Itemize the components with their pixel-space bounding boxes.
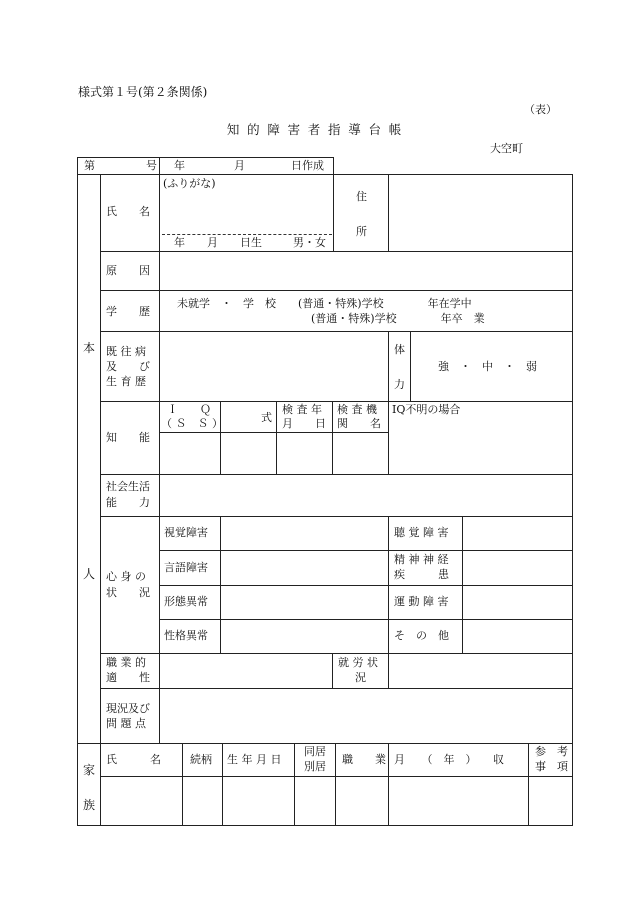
number-prefix: 第 (84, 159, 95, 172)
address-label-top: 住 (356, 190, 367, 203)
family-name-header: 氏 名 (106, 753, 161, 766)
side-label-hon: 本 (83, 341, 96, 355)
education-line-1: 未就学 ・ 学 校 (普通・特殊)学校 年在学中 (177, 297, 472, 310)
social-label-1: 社会生活 (106, 480, 150, 493)
hearing-impairment-label: 聴 覚 障 害 (394, 526, 449, 539)
family-ref-header-1: 参 考 (535, 745, 568, 758)
mental-disorder-label-2: 疾 患 (394, 568, 449, 581)
history-label-2: 及 び (106, 360, 150, 373)
history-label-1: 既 往 病 (106, 345, 146, 358)
family-cohab-header-1: 同居 (304, 745, 326, 758)
exam-date-label-1: 検 査 年 (282, 403, 322, 416)
personality-label: 性格異常 (164, 629, 208, 642)
mind-body-label-2: 状 況 (106, 586, 150, 599)
cause-label: 原 因 (106, 264, 150, 277)
social-label-2: 能 力 (106, 496, 150, 509)
created-month-label: 月 (234, 159, 245, 172)
side-mark: （表） (524, 103, 557, 116)
birth-date-label: 年 月 日生 (174, 236, 262, 249)
physique-options: 強 ・ 中 ・ 弱 (438, 360, 537, 373)
work-status-label-1: 就 労 状 (338, 656, 378, 669)
history-label-3: 生 育 歴 (106, 375, 146, 388)
created-day-label: 日作成 (291, 159, 324, 172)
family-cohab-header-2: 別居 (304, 760, 326, 773)
method-label: 式 (261, 411, 272, 424)
side-label-zoku: 族 (83, 798, 96, 812)
exam-date-label-2: 月 日 (282, 417, 326, 430)
family-ref-header-2: 事 項 (535, 760, 568, 773)
deformity-label: 形態異常 (164, 595, 208, 608)
side-label-ka: 家 (83, 763, 96, 777)
family-income-header: 月 （ 年 ） 収 (394, 753, 504, 766)
mental-disorder-label-1: 精 神 神 経 (394, 553, 449, 566)
form-reference: 様式第１号(第２条関係) (78, 85, 208, 99)
exam-org-label-2: 関 名 (337, 417, 381, 430)
education-line-2: (普通・特殊)学校 年卒 業 (311, 312, 485, 325)
town-name: 大空町 (490, 142, 523, 155)
side-label-nin: 人 (83, 567, 96, 581)
other-label: そ の 他 (394, 629, 449, 642)
name-label: 氏 名 (106, 205, 150, 218)
created-year-label: 年 (174, 159, 185, 172)
speech-impairment-label: 言語障害 (164, 561, 208, 574)
number-suffix: 号 (146, 159, 157, 172)
vocation-label-2: 適 性 (106, 671, 150, 684)
vocation-label-1: 職 業 的 (106, 656, 146, 669)
current-label-1: 現況及び (106, 702, 150, 715)
exam-org-label-1: 検 査 機 (337, 403, 377, 416)
document-title: 知 的 障 害 者 指 導 台 帳 (226, 122, 404, 137)
current-label-2: 問 題 点 (106, 717, 146, 730)
iq-label-1: Ｉ Ｑ (167, 403, 211, 416)
family-job-header: 職 業 (342, 753, 386, 766)
work-status-label-2: 況 (355, 671, 366, 684)
physique-label-bottom: 力 (394, 378, 405, 391)
intellect-label: 知 能 (106, 431, 150, 444)
visual-impairment-label: 視覚障害 (164, 526, 208, 539)
address-label-bottom: 所 (356, 225, 367, 238)
mind-body-label-1: 心 身 の (106, 570, 146, 583)
family-relation-header: 続柄 (190, 753, 212, 766)
sex-label: 男・女 (293, 236, 326, 249)
furigana-label: (ふりがな) (163, 177, 216, 190)
iq-unknown-label: IQ不明の場合 (392, 403, 461, 416)
motor-impairment-label: 運 動 障 害 (394, 595, 449, 608)
family-birth-header: 生 年 月 日 (227, 753, 282, 766)
education-label: 学 歴 (106, 305, 150, 318)
physique-label-top: 体 (394, 343, 405, 356)
iq-label-2: （ Ｓ Ｓ ） (161, 417, 223, 430)
